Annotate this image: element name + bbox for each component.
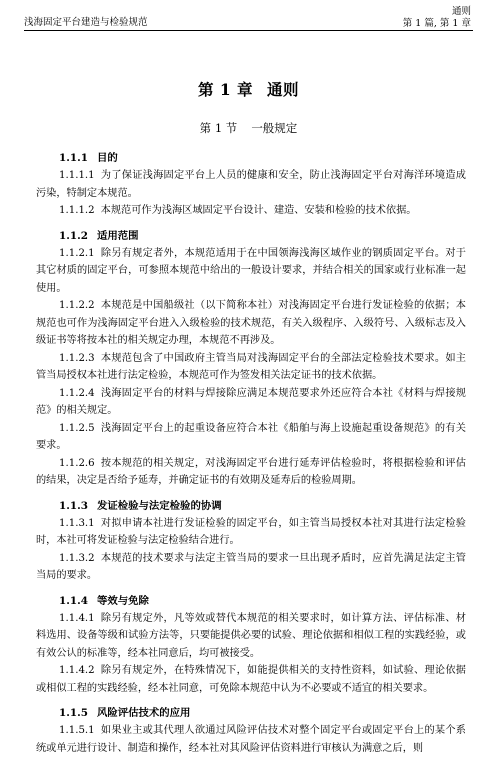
paragraph-text: 为了保证浅海固定平台上人员的健康和安全，防止浅海固定平台对海洋环境造成污染，特制定本规范。 [36,170,466,199]
chapter-title: 通则 [267,80,300,99]
paragraph-1-1-4-1 [36,610,466,663]
subsection-title: 适用范围 [96,229,139,242]
paragraph-1-1-2-4 [36,385,466,420]
chapter-number: 第 1 章 [197,80,254,99]
paragraph-1-1-5-1 [36,722,466,757]
subsection-title: 等效与免除 [96,594,149,607]
paragraph-number: 1.1.4.2 [59,665,95,676]
paragraph-text: 如果业主或其代理人欲通过风险评估技术对整个固定平台或固定平台上的某个系统或单元进行设计、制造和操作，经本社对其风险评估资料进行审核认为满意之后，则 [36,725,466,754]
paragraph-1-1-1-1 [36,167,466,202]
header-location: 第 1 篇, 第 1 章 [402,18,471,29]
paragraph-1-1-3-2 [36,550,466,585]
subsection-number: 1.1.5 [59,707,88,719]
paragraph-text: 浅海固定平台上的起重设备应符合本社《船舶与海上设施起重设备规范》的有关要求。 [36,422,466,451]
chapter-heading [0,78,497,100]
header-title: 浅海固定平台建造与检验规范 [24,17,148,28]
paragraph-text: 除另有规定外，在特殊情况下，如能提供相关的支持性资料，如试验、理论依据或相似工程的实践经验，经本社同意，可免除本规范中认为不必要或不适宜的相关要求。 [36,665,466,694]
paragraph-number: 1.1.1.1 [59,170,95,181]
paragraph-number: 1.1.2.3 [59,352,95,364]
paragraph-number: 1.1.2.5 [59,422,95,434]
paragraph-text: 本规范是中国船级社（以下简称本社）对浅海固定平台进行发证检验的依据；本规范也可作为浅海固定平台进入入级检验的技术规范，有关入级程序、入级符号、入级标志及入级证书等将按本社的相关规定办理，本规范不再涉及。 [36,300,466,346]
subsection-title: 风险评估技术的应用 [96,707,191,719]
subsection-title: 发证检验与法定检验的协调 [96,499,222,512]
subsection-number: 1.1.4 [59,594,88,607]
paragraph-number: 1.1.2.6 [59,457,95,469]
paragraph-text: 本规范的技术要求与法定主管当局的要求一旦出现矛盾时，应首先满足法定主管当局的要求。 [36,552,466,581]
subsection-heading-1-1-5 [36,705,466,722]
paragraph-number: 1.1.3.1 [59,517,95,529]
header-rule [24,30,473,31]
document-body [36,150,466,757]
paragraph-1-1-4-2 [36,662,466,697]
subsection-heading-1-1-3 [36,498,466,515]
paragraph-text: 本规范可作为浅海区域固定平台设计、建造、安装和检验的技术依据。 [100,205,417,216]
paragraph-1-1-1-2 [36,202,466,220]
section-title: 一般规定 [251,121,298,135]
subsection-heading-1-1-2 [36,228,466,245]
paragraph-text: 本规范包含了中国政府主管当局对浅海固定平台的全部法定检验技术要求。如主管当局授权本社进行法定检验，本规范可作为签发相关法定证书的技术依据。 [36,352,466,381]
paragraph-number: 1.1.2.4 [59,387,95,399]
subsection-number: 1.1.1 [59,152,88,164]
paragraph-1-1-2-2 [36,297,466,350]
section-heading [0,120,497,136]
subsection-title: 目的 [96,152,118,164]
subsection-number: 1.1.2 [59,229,88,242]
paragraph-number: 1.1.3.2 [59,552,95,564]
header-chapter-name: 通则 [451,6,471,17]
paragraph-number: 1.1.2.1 [59,247,95,259]
paragraph-text: 除另有规定外，凡等效或替代本规范的相关要求时，如计算方法、评估标准、材料选用、设备等级和试验方法等，只要能提供必要的试验、理论依据和相似工程的实践经验，或有效公认的标准等，经本社同意后，均可被接受。 [36,612,466,659]
paragraph-number: 1.1.5.1 [59,725,95,736]
paragraph-number: 1.1.4.1 [59,612,95,624]
section-number: 第 1 节 [199,121,238,135]
paragraph-text: 除另有规定者外，本规范适用于在中国领海浅海区域作业的钢质固定平台。对于其它材质的固定平台，可参照本规范中给出的一般设计要求，并结合相关的国家或行业标准一起使用。 [36,247,466,294]
paragraph-text: 对拟申请本社进行发证检验的固定平台，如主管当局授权本社对其进行法定检验时，本社可将发证检验与法定检验结合进行。 [36,517,466,546]
paragraph-text: 浅海固定平台的材料与焊接除应满足本规范要求外还应符合本社《材料与焊接规范》的相关规定。 [36,387,466,416]
paragraph-1-1-3-1 [36,515,466,550]
paragraph-1-1-2-6 [36,455,466,490]
paragraph-1-1-2-5 [36,420,466,455]
paragraph-number: 1.1.1.2 [59,205,95,216]
subsection-heading-1-1-4 [36,593,466,610]
page-header [0,0,497,32]
paragraph-text: 按本规范的相关规定，对浅海固定平台进行延寿评估检验时，将根据检验和评估的结果，决定是否给予延寿，并确定证书的有效期及延寿后的检验周期。 [36,457,466,486]
paragraph-1-1-2-1 [36,245,466,298]
paragraph-1-1-2-3 [36,350,466,385]
subsection-number: 1.1.3 [59,499,88,512]
paragraph-number: 1.1.2.2 [59,300,95,311]
subsection-heading-1-1-1 [36,150,466,167]
